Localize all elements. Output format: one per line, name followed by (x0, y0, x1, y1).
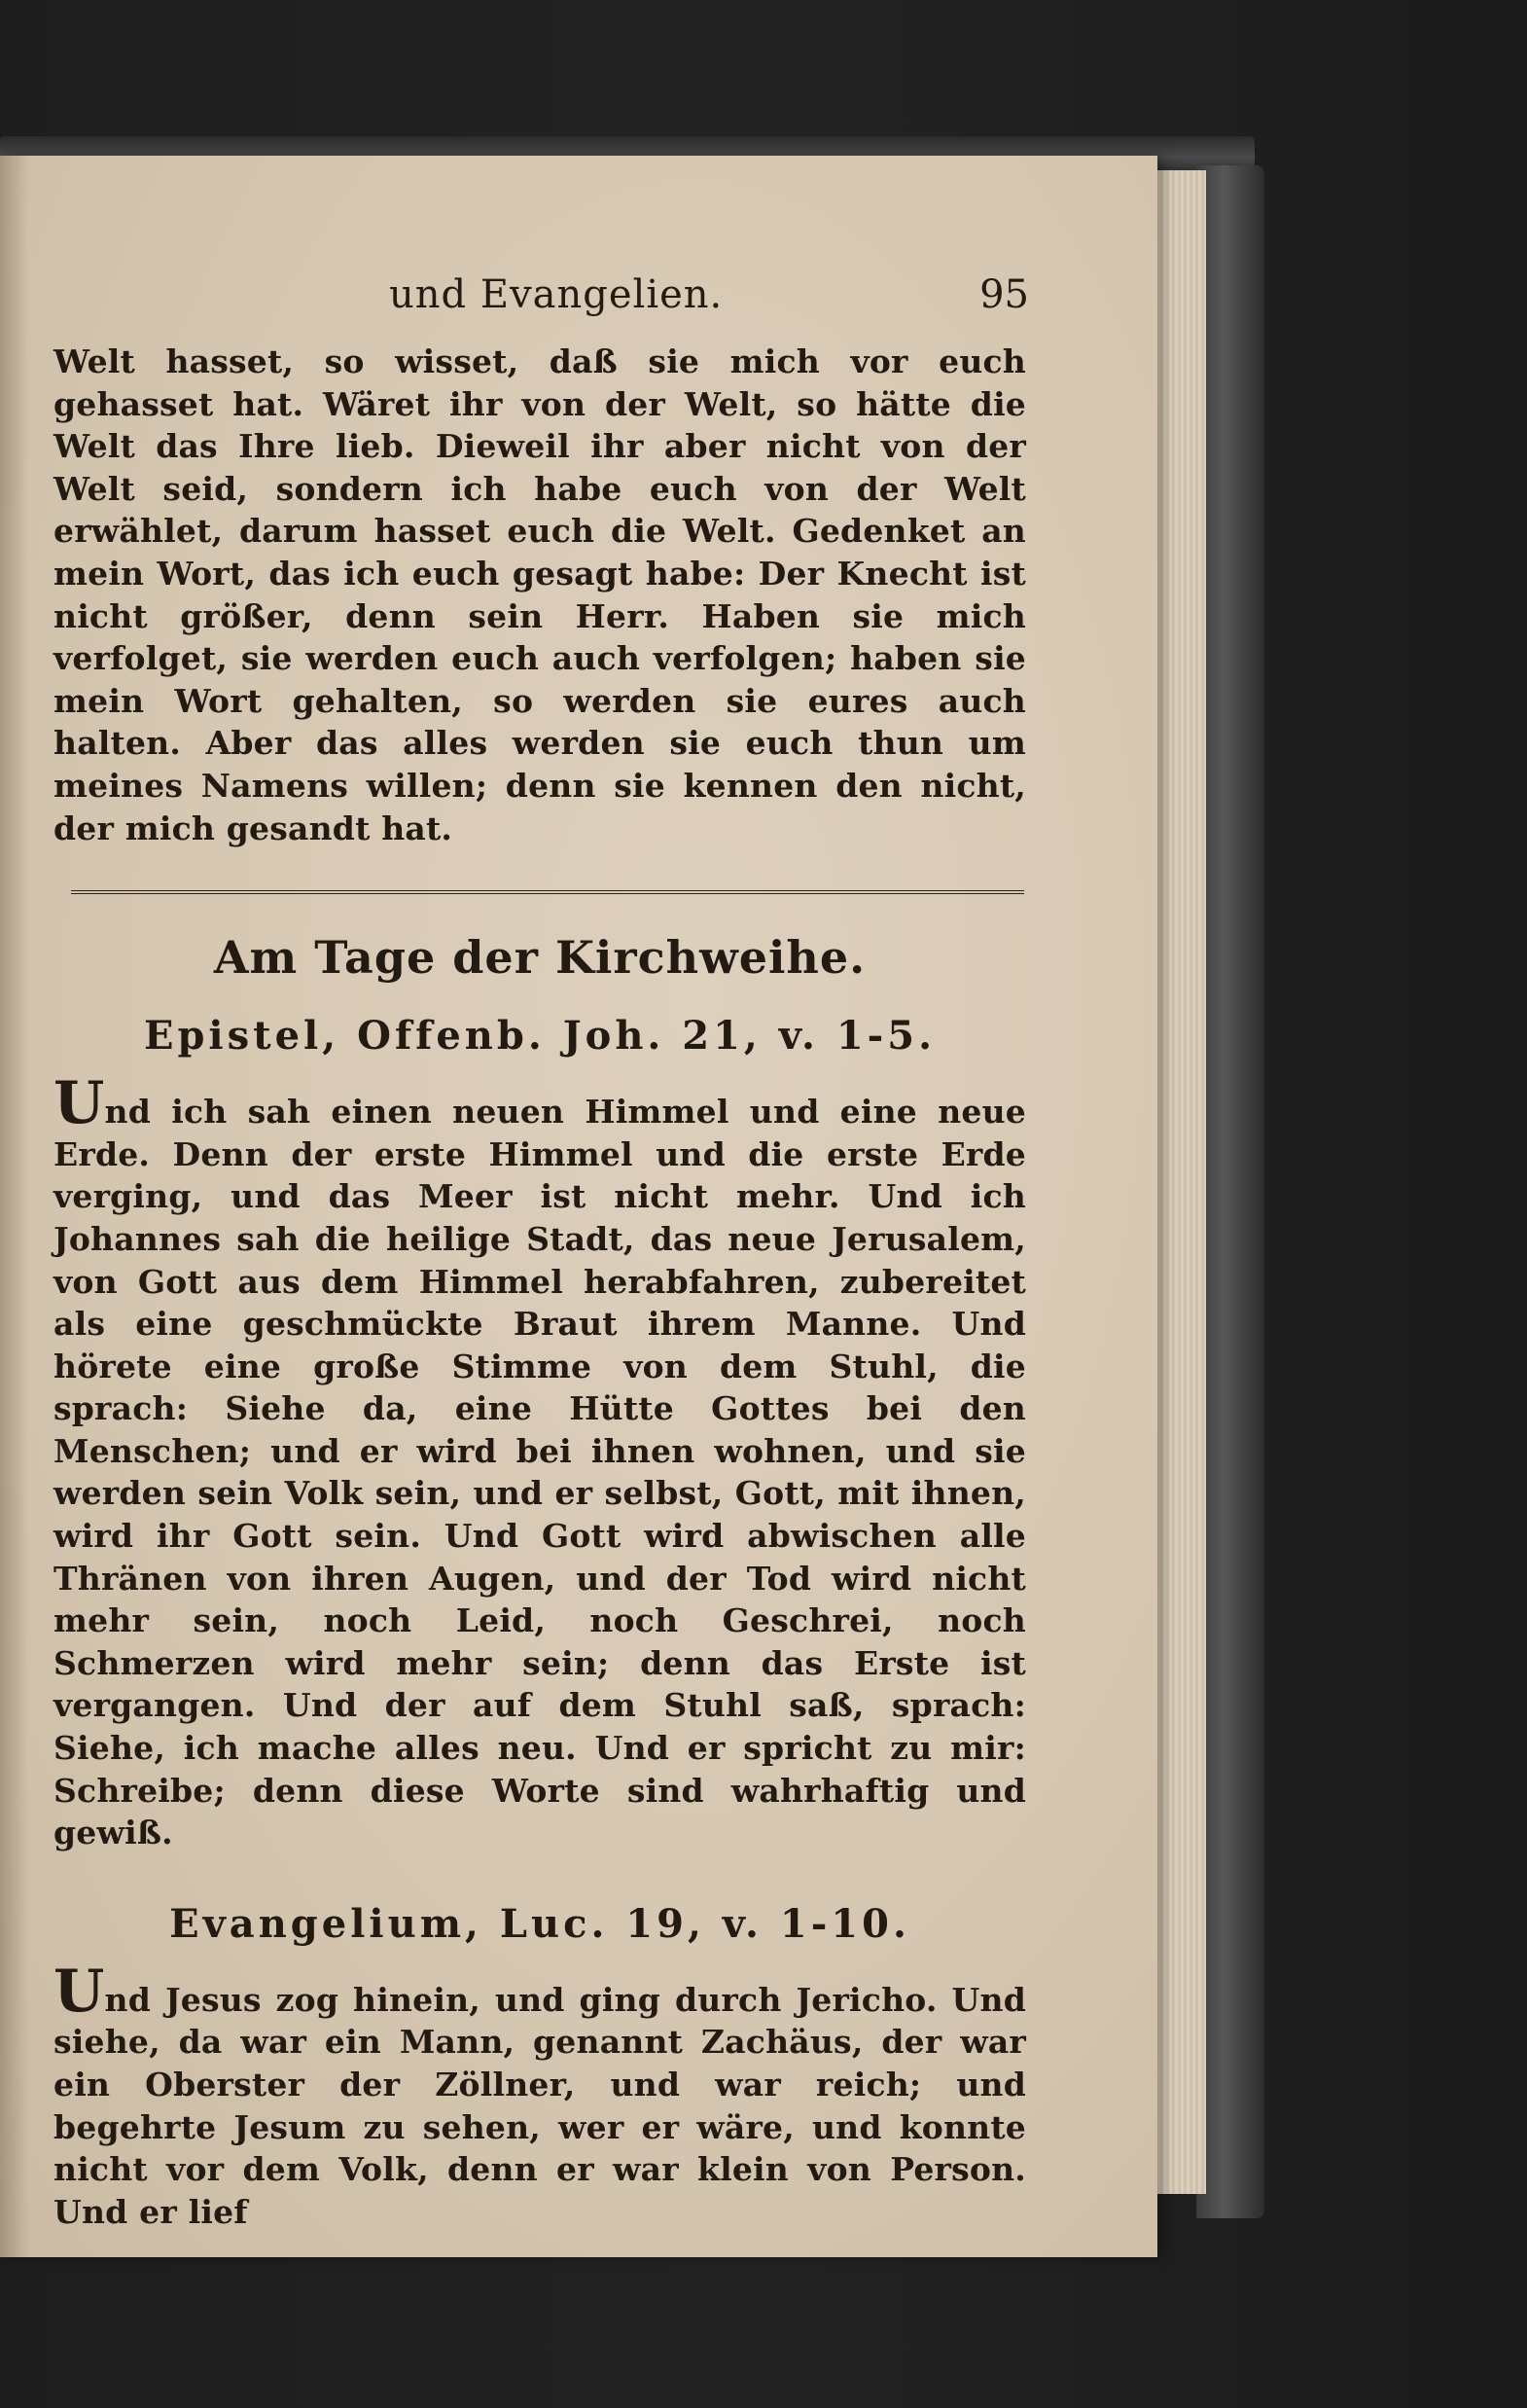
running-head-title: und Evangelien. (389, 272, 724, 317)
section-divider-rule (71, 890, 1024, 894)
page-number: 95 (979, 272, 1029, 317)
running-head (53, 272, 1029, 341)
gospel-heading: Evangelium, Luc. 19, v. 1-10. (169, 1900, 910, 1947)
book-cover-spine (1196, 165, 1264, 2218)
epistle-heading: Epistel, Offenb. Joh. 21, v. 1-5. (143, 1013, 937, 1060)
gospel-dropcap: U (53, 1957, 105, 2026)
epistle-paragraph (53, 1069, 1026, 1854)
page-content (53, 272, 1029, 2233)
book-page (0, 156, 1157, 2257)
epistle-dropcap: U (53, 1069, 105, 1138)
gospel-paragraph (53, 1957, 1026, 2234)
section-title: Am Tage der Kirchweihe. (213, 931, 867, 985)
continuation-paragraph: Welt hasset, so wisset, daß sie mich vor euch gehasset hat. Wäret ihr von der Welt, so hätte die Welt das Ihre lieb. Dieweil ihr aber nicht von der Welt seid, sondern ich habe euch von der Welt erwählet, darum hasset euch die Welt. Gedenket an mein Wort, das ich euch gesagt habe: Der Knecht ist nicht größer, denn sein Herr. Haben sie mich verfolget, sie werden euch auch verfolgen; haben sie mein Wort gehalten, so werden sie eures auch halten. Aber das alles werden sie euch thun um meines Namens willen; denn sie kennen den nicht, der mich gesandt hat. (53, 342, 1026, 847)
epistle-text: nd ich sah einen neuen Himmel und eine neue Erde. Denn der erste Himmel und die erste Erde verging, und das Meer ist nicht mehr. Und ich Johannes sah die heilige Stadt, das neue Jerusalem, von Gott aus dem Himmel herabfahren, zubereitet als eine geschmückte Braut ihrem Manne. Und hörete eine große Stimme von dem Stuhl, die sprach: Siehe da, eine Hütte Gottes bei den Menschen; und er wird bei ihnen wohnen, und sie werden sein Volk sein, und er selbst, Gott, mit ihnen, wird ihr Gott sein. Und Gott wird abwischen alle Thränen von ihren Augen, und der Tod wird nicht mehr sein, noch Leid, noch Geschrei, noch Schmerzen wird mehr sein; denn das Erste ist vergangen. Und der auf dem Stuhl saß, sprach: Siehe, ich mache alles neu. Und er spricht zu mir: Schreibe; denn diese Worte sind wahrhaftig und gewiß. (53, 1093, 1026, 1852)
gospel-text: nd Jesus zog hinein, und ging durch Jericho. Und siehe, da war ein Mann, genannt Zachäus, der war ein Oberster der Zöllner, und war reich; und begehrte Jesum zu sehen, wer er wäre, und konnte nicht vor dem Volk, denn er war klein von Person. Und er lief (53, 1980, 1026, 2231)
